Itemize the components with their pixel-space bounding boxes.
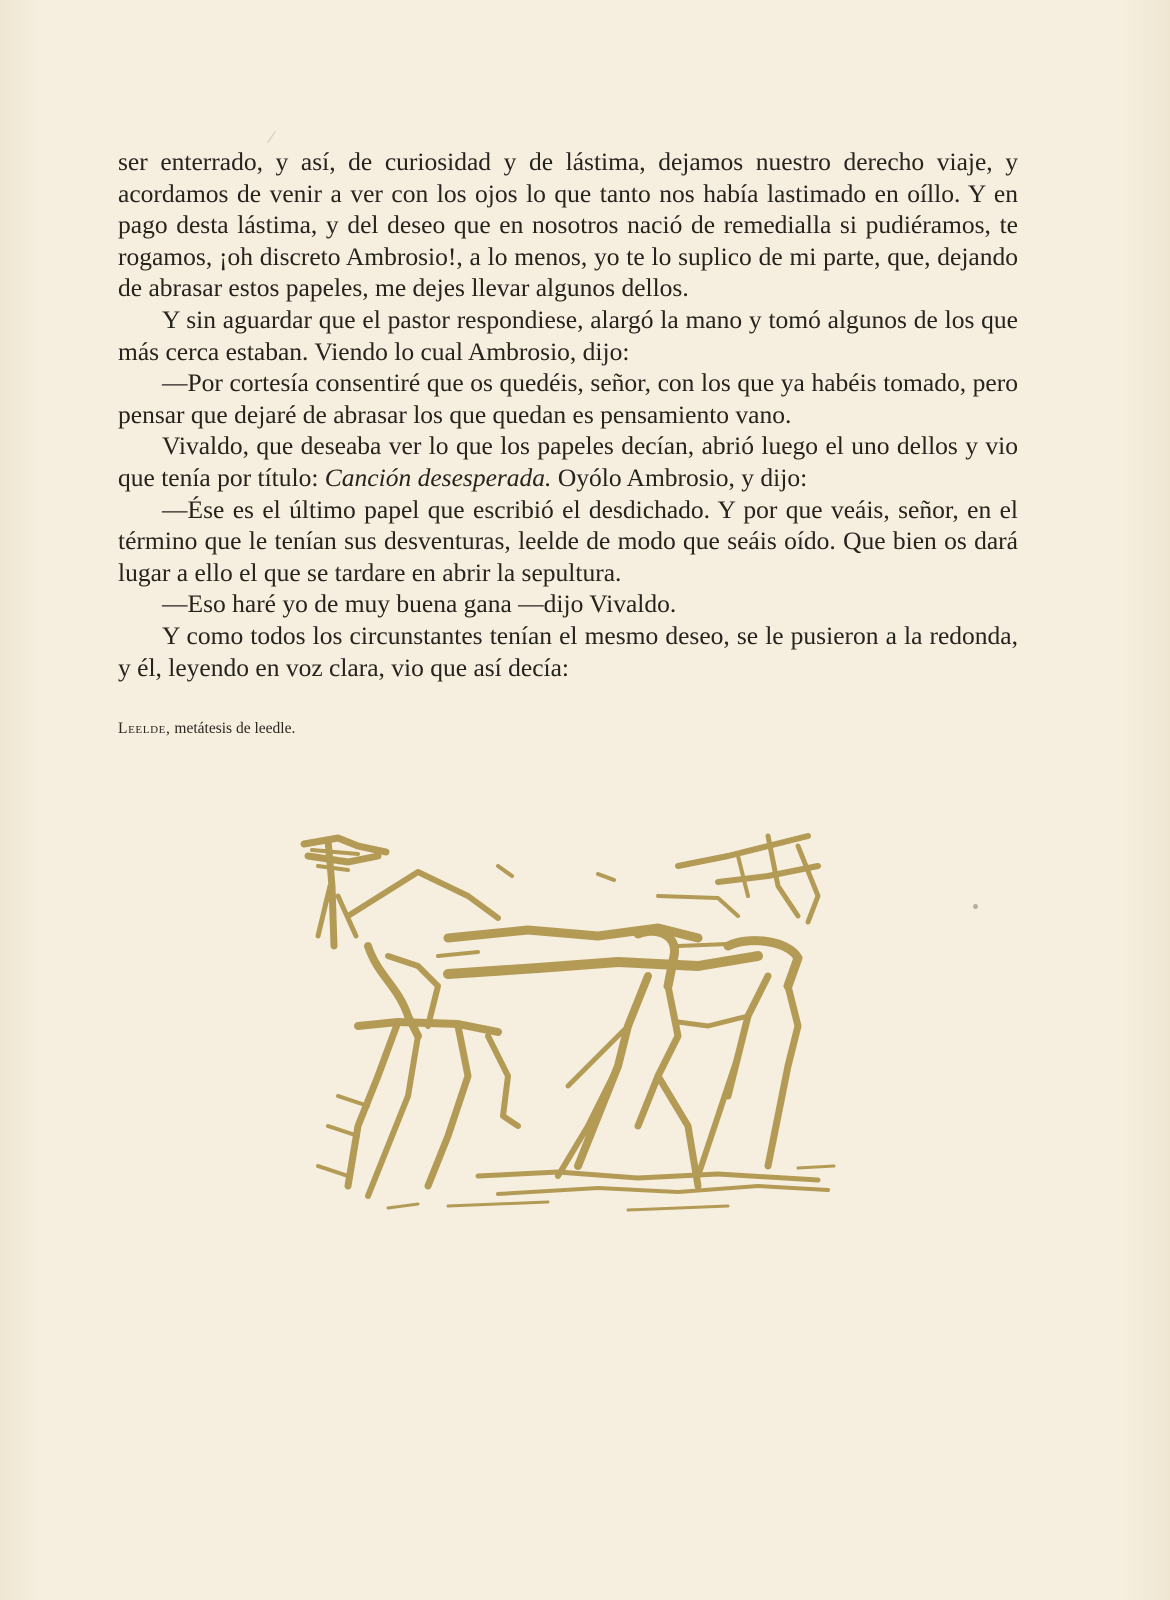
body-text	[118, 146, 1018, 683]
ink-dot	[973, 904, 978, 909]
paragraph-4	[118, 430, 1018, 493]
paragraph-6: —Eso haré yo de muy buena gana —dijo Vivaldo.	[162, 589, 677, 619]
paragraph-4-before: Vivaldo, que deseaba ver lo que los papeles decían, abrió luego el uno dellos y vio que tenía por título:	[118, 431, 1018, 492]
footnote-term: Leelde,	[118, 720, 171, 737]
paragraph-7: Y como todos los circunstantes tenían el mesmo deseo, se le pusieron a la redonda, y él, leyendo en voz clara, vio que así decía:	[118, 620, 1018, 682]
illustration-strokes	[304, 836, 834, 1210]
paragraph-4-after: Oyólo Ambrosio, y dijo:	[551, 462, 808, 492]
paragraph-5: —Ése es el último papel que escribió el desdichado. Y por que veáis, señor, en el término que le tenían sus desventuras, leelde de modo que seáis oído. Que bien os dará lugar a ello el que se tardare en abrir la sepultura.	[118, 494, 1018, 587]
footnote	[118, 719, 295, 739]
paper-speck	[267, 131, 276, 143]
poem-title: Canción desesperada.	[324, 462, 552, 492]
woodcut-illustration	[298, 826, 848, 1226]
paragraph-1: ser enterrado, y así, de curiosidad y de lástima, dejamos nuestro derecho viaje, y acordamos de venir a ver con los ojos lo que tanto nos había lastimado en oíllo. Y en pago desta lástima, y del deseo que en nosotros nació de remedialla si pudiéramos, te rogamos, ¡oh discreto Ambrosio!, a lo menos, yo te lo suplico de mi parte, que, dejando de abrasar estos papeles, me dejes llevar algunos dellos.	[118, 147, 1018, 303]
footnote-definition: metátesis de leedle.	[170, 720, 296, 737]
paragraph-3: —Por cortesía consentiré que os quedéis, señor, con los que ya habéis tomado, pero pensar que dejaré de abrasar los que quedan es pensamiento vano.	[118, 368, 1018, 429]
paragraph-2: Y sin aguardar que el pastor respondiese, alargó la mano y tomó algunos de los que más cerca estaban. Viendo lo cual Ambrosio, dijo:	[118, 304, 1018, 366]
